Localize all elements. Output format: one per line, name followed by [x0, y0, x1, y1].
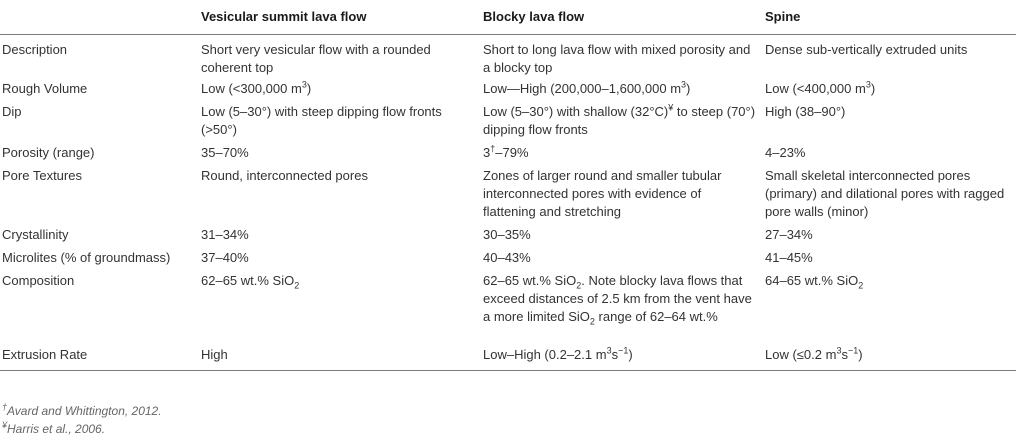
cell-spine: [761, 77, 1016, 100]
footnote-mark: †: [490, 143, 496, 154]
cell-text: . Note blocky lava flows that exceed distances of 2.5 km from the vent have a more limited SiO: [483, 272, 752, 324]
row-label: Crystallinity: [2, 226, 69, 242]
cell-spine: High (38–90°): [765, 103, 846, 119]
cell-text: to steep (70°) dipping flow fronts: [483, 103, 756, 137]
cell-vesicular: [197, 269, 479, 342]
cell-text: s: [611, 346, 619, 362]
table-footnotes: [2, 402, 162, 438]
superscript: −1: [847, 345, 859, 356]
table-row-porosity: [0, 141, 1016, 164]
cell-vesicular: 31–34%: [201, 226, 249, 242]
table-body: [0, 34, 1016, 371]
cell-spine: 41–45%: [765, 249, 813, 265]
row-label: Microlites (% of groundmass): [2, 249, 171, 265]
cell-text: s: [841, 346, 848, 362]
table-row-pore-textures: [0, 164, 1016, 223]
superscript: 3: [606, 345, 612, 356]
table-header: [0, 0, 1016, 34]
header-cell-empty: [0, 0, 197, 34]
cell-spine: Small skeletal interconnected pores (primary) and dilational pores with ragged pore walls (minor): [765, 167, 1005, 219]
table-row-dip: [0, 100, 1016, 141]
superscript: 3: [865, 79, 871, 90]
cell-vesicular: [197, 77, 479, 100]
cell-blocky: 40–43%: [483, 249, 531, 265]
header-spine: Spine: [761, 0, 1016, 34]
cell-text: ): [686, 80, 691, 96]
footnote-avard: [2, 402, 162, 420]
header-row: [0, 0, 1016, 34]
cell-blocky: [479, 141, 761, 164]
footnote-mark: ¥: [668, 102, 674, 113]
cell-vesicular: 35–70%: [201, 144, 249, 160]
subscript: 2: [589, 316, 595, 327]
cell-spine: [761, 342, 1016, 371]
row-label: Pore Textures: [2, 167, 82, 183]
cell-blocky: [479, 269, 761, 342]
subscript: 2: [576, 280, 582, 291]
superscript: 3: [301, 79, 307, 90]
table-row-rough-volume: [0, 77, 1016, 100]
row-label: Composition: [2, 272, 75, 288]
cell-text: Low–High (0.2–2.1 m: [483, 346, 607, 362]
cell-text: ): [306, 80, 312, 96]
cell-text: Low—High (200,000–1,600,000 m: [483, 80, 682, 96]
subscript: 2: [858, 280, 864, 291]
cell-text: 62–65 wt.% SiO: [483, 272, 577, 288]
cell-spine: [761, 269, 1016, 342]
cell-text: Low (≤0.2 m: [765, 346, 837, 362]
row-label: Rough Volume: [2, 80, 88, 96]
cell-text: Low (<300,000 m: [201, 80, 302, 96]
cell-blocky: 30–35%: [483, 226, 531, 242]
footnote-text: Harris et al., 2006.: [7, 422, 106, 436]
cell-vesicular: Round, interconnected pores: [201, 167, 368, 183]
table-row-composition: [0, 269, 1016, 342]
table-row-crystallinity: [0, 223, 1016, 246]
row-label: Extrusion Rate: [0, 342, 197, 371]
cell-text: ): [870, 80, 876, 96]
cell-text: 64–65 wt.% SiO: [765, 272, 859, 288]
cell-spine: Dense sub-vertically extruded units: [765, 41, 968, 57]
header-vesicular-summit-lava-flow: Vesicular summit lava flow: [197, 0, 479, 34]
cell-text: 3: [483, 144, 491, 160]
cell-spine: 27–34%: [765, 226, 813, 242]
superscript: 3: [681, 79, 687, 90]
cell-text: Low (5–30°) with shallow (32°C): [483, 103, 669, 119]
cell-vesicular: 37–40%: [201, 249, 249, 265]
superscript: −1: [618, 345, 629, 356]
cell-text: ): [858, 346, 863, 362]
cell-vesicular: Short very vesicular flow with a rounded coherent top: [201, 41, 431, 75]
table-row-description: [0, 34, 1016, 77]
cell-vesicular: Low (5–30°) with steep dipping flow fronts (>50°): [201, 103, 442, 137]
footnote-mark: ¥: [2, 420, 8, 430]
cell-text: ): [628, 346, 633, 362]
footnote-harris: [2, 420, 162, 438]
table-row-microlites: [0, 246, 1016, 269]
row-label: Dip: [2, 103, 22, 119]
footnote-text: Avard and Whittington, 2012.: [7, 404, 162, 418]
cell-spine: 4–23%: [765, 144, 806, 160]
row-label: Porosity (range): [2, 144, 95, 160]
row-label: Description: [2, 41, 68, 57]
cell-vesicular: High: [197, 342, 479, 371]
cell-text: Low (<400,000 m: [765, 80, 866, 96]
cell-blocky: [479, 77, 761, 100]
header-blocky-lava-flow: Blocky lava flow: [479, 0, 761, 34]
cell-text: range of 62–64 wt.%: [594, 308, 718, 324]
cell-blocky: [479, 100, 761, 141]
cell-text: 62–65 wt.% SiO: [201, 272, 295, 288]
table-row-extrusion-rate: [0, 342, 1016, 371]
subscript: 2: [294, 280, 300, 291]
footnote-mark: †: [2, 402, 8, 412]
superscript: 3: [836, 345, 842, 356]
cell-blocky: [479, 342, 761, 371]
cell-blocky: Short to long lava flow with mixed porosity and a blocky top: [483, 41, 751, 75]
cell-text: –79%: [495, 144, 529, 160]
cell-blocky: Zones of larger round and smaller tubular interconnected pores with evidence of flattening and stretching: [483, 167, 722, 219]
